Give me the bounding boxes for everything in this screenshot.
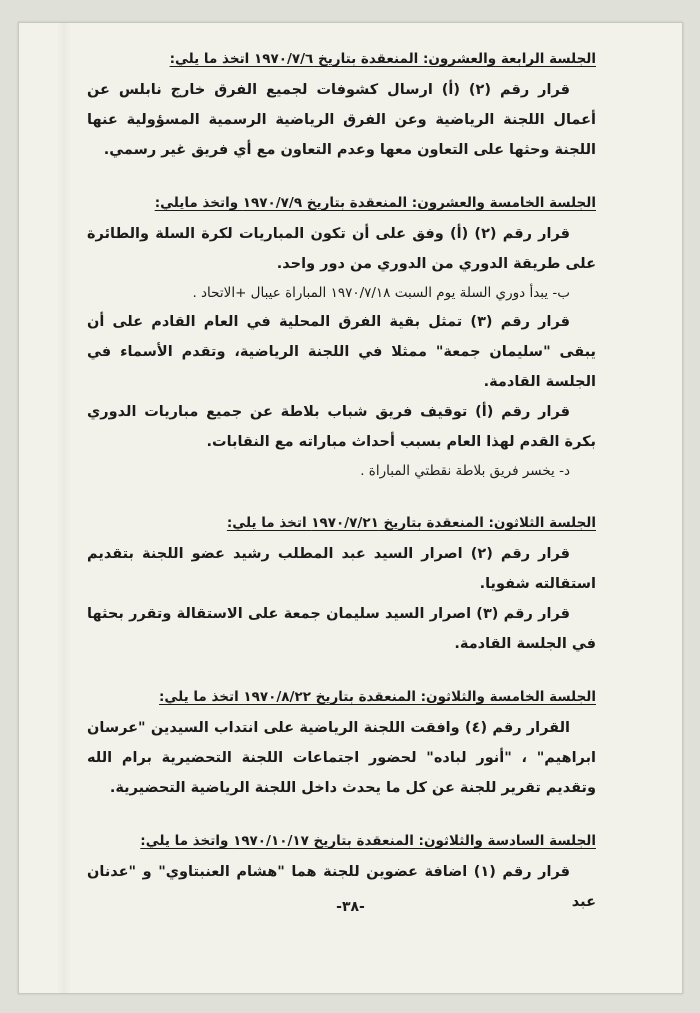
section-heading: الجلسة الخامسة والثلاثون: المنعقدة بتاريخ ١٩٧٠/٨/٢٢ اتخذ ما يلي:	[159, 689, 596, 705]
session-24	[87, 47, 596, 165]
decision-paragraph: قرار رقم (٢) اصرار السيد عبد المطلب رشيد عضو اللجنة بتقديم استقالته شفويا.	[87, 546, 596, 592]
document-body	[87, 47, 596, 943]
page-number: -٣٨-	[336, 899, 365, 915]
section-heading: الجلسة الثلاثون: المنعقدة بتاريخ ١٩٧٠/٧/٢١ اتخذ ما يلي:	[226, 515, 596, 531]
session-25	[87, 191, 596, 485]
section-heading: الجلسة السادسة والثلاثون: المنعقدة بتاريخ ١٩٧٠/١٠/١٧ واتخذ ما يلي:	[140, 833, 596, 849]
decision-paragraph: ب- يبدأ دوري السلة يوم السبت ١٩٧٠/٧/١٨ المباراة عيبال +الاتحاد .	[192, 285, 570, 301]
decision-paragraph: قرار رقم (أ) توقيف فريق شباب بلاطة عن جميع مباريات الدوري بكرة القدم لهذا العام بسبب أحداث مباراته مع النقابات.	[87, 404, 596, 450]
session-35	[87, 685, 596, 803]
decision-paragraph: القرار رقم (٤) وافقت اللجنة الرياضية على انتداب السيدين "عرسان ابراهيم" ، "أنور لباده" لحضور اجتماعات اللجنة التحضيرية برام الله وتقديم تقرير للجنة عن كل ما يحدث داخل اللجنة الرياضية التحضيرية.	[87, 720, 596, 796]
section-heading: الجلسة الخامسة والعشرون: المنعقدة بتاريخ ١٩٧٠/٧/٩ واتخذ مايلي:	[154, 195, 596, 211]
decision-paragraph: قرار رقم (٣) تمثل بقية الفرق المحلية في العام القادم على أن يبقى "سليمان جمعة" ممثلا في اللجنة الرياضية، وتقدم الأسماء في الجلسة القادمة.	[87, 314, 596, 390]
session-30	[87, 511, 596, 659]
decision-paragraph: قرار رقم (٣) اصرار السيد سليمان جمعة على الاستقالة وتقرر بحثها في الجلسة القادمة.	[87, 606, 596, 652]
decision-paragraph: قرار رقم (٢) (أ) ارسال كشوفات لجميع الفرق خارج نابلس عن أعمال اللجنة الرياضية وعن الفرق الرياضية الرسمية المسؤولية عنها اللجنة وحثها على التعاون معها وعدم التعاون مع أي فريق غير رسمي.	[87, 82, 596, 158]
document-page	[18, 22, 683, 994]
decision-paragraph: قرار رقم (٢) (أ) وفق على أن تكون المباريات لكرة السلة والطائرة على طريقة الدوري من الدوري من دور واحد.	[87, 226, 596, 272]
decision-paragraph: قرار رقم (١) اضافة عضوين للجنة هما "هشام العنبتاوي" و "عدنان عبد	[87, 864, 596, 910]
decision-paragraph: د- يخسر فريق بلاطة نقطتي المباراة .	[360, 463, 570, 479]
section-heading: الجلسة الرابعة والعشرون: المنعقدة بتاريخ ١٩٧٠/٧/٦ اتخذ ما يلي:	[169, 51, 596, 67]
